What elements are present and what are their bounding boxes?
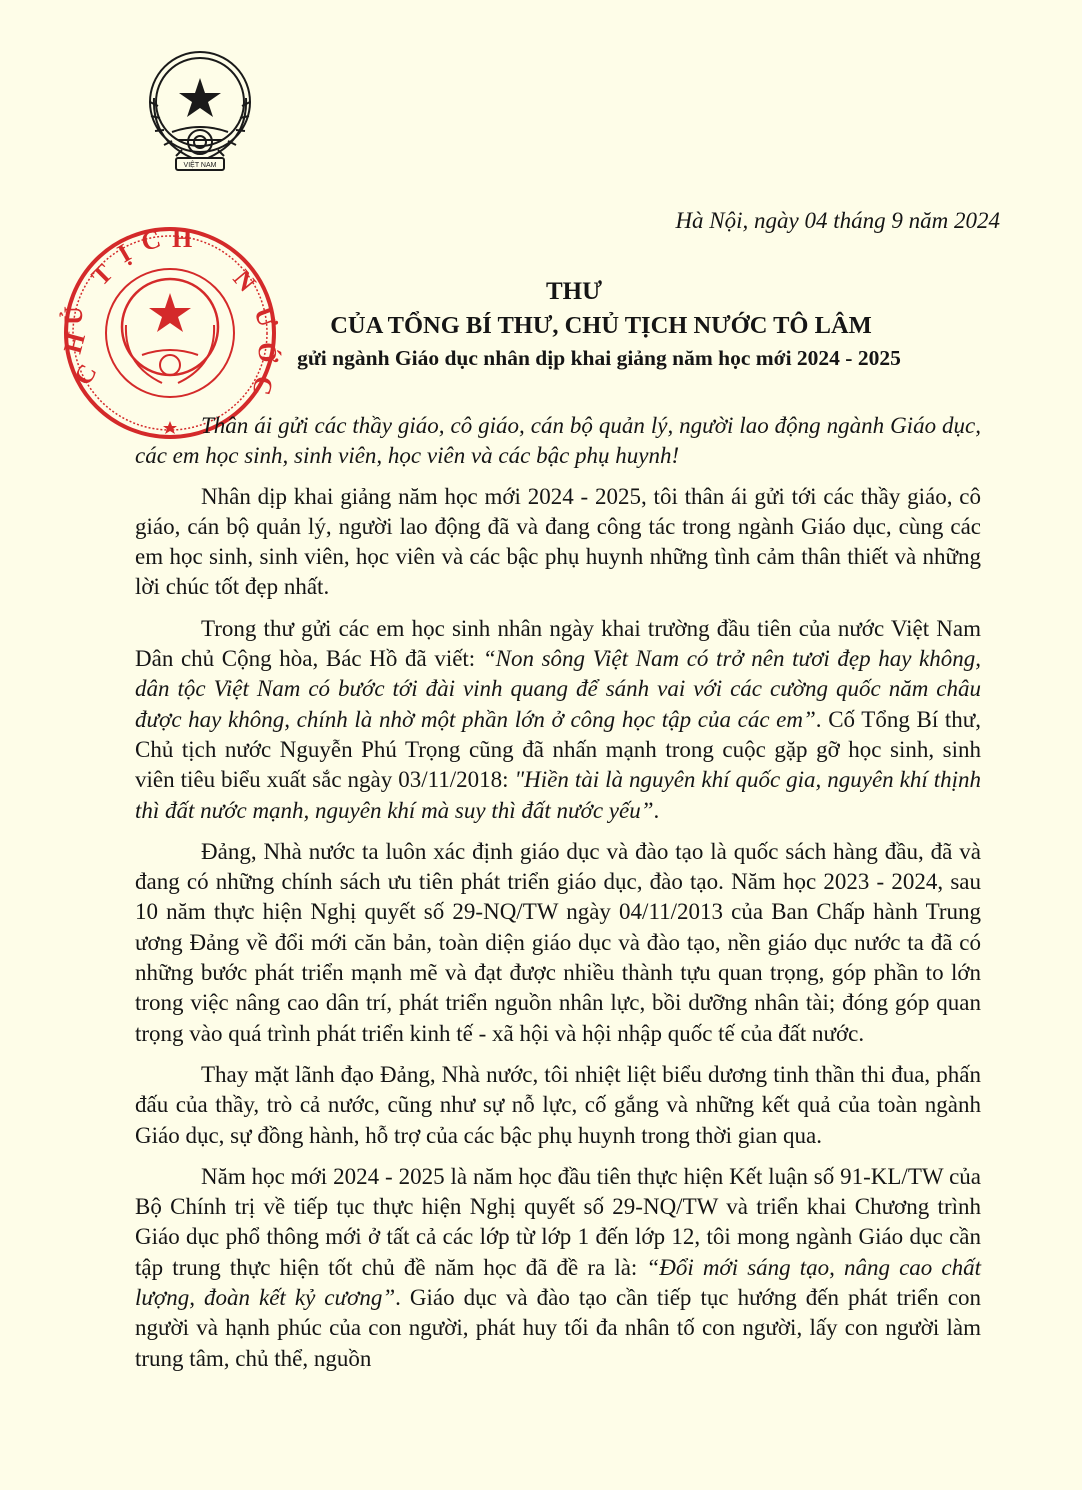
ho-chi-minh-quote: “Non sông Việt Nam có trở nên tươi đẹp hay không, dân tộc Việt Nam có bước tới đài vinh quang để sánh vai với các cường quốc năm châu được hay không, chính là nhờ một phần lớn ở công học tập của các em” [135,646,982,732]
paragraph-5-text-a: Năm học mới 2024 - 2025 là năm học đầu tiên thực hiện Kết luận số 91-KL/TW của Bộ Chính trị về tiếp tục thực hiện Nghị quyết số 29-NQ/TW và triển khai Chương trình Giáo dục phổ thông mới ở tất cả các lớp từ lớp 1 đến lớp 12, tôi mong ngành Giáo dục cần tập trung thực hiện tốt chủ đề năm học đã đề ra là: [135,1163,981,1280]
paragraph-2-text-a: Trong thư gửi các em học sinh nhân ngày khai trường đầu tiên của nước Việt Nam Dân chủ Cộng hòa, Bác Hồ đã viết: [135,615,981,672]
svg-text:Ủ: Ủ [59,306,88,325]
paragraph-5-text-c: . Giáo dục và đào tạo cần tiếp tục hướng đến phát triển con người và hạnh phúc của con người, phát huy tối đa nhân tố con người, lấy con người làm trung tâm, chủ thể, nguồn [135,1285,981,1371]
svg-text:Ớ: Ớ [252,340,283,364]
svg-text:C: C [138,225,164,257]
paragraph-2-text-e: . [653,797,660,823]
svg-text:C: C [246,373,279,398]
svg-text:T: T [85,258,119,292]
paragraph-2-text-c: . Cố Tổng Bí thư, Chủ tịch nước Nguyễn Phú Trọng cũng đã nhấn mạnh trong cuộc gặp gỡ học sinh, sinh viên tiêu biểu xuất sắc ngày 03/11/2018: [135,706,981,793]
national-emblem [132,40,268,180]
title-line-3: gửi ngành Giáo dục nhân dịp khai giảng năm học mới 2024 - 2025 [297,346,901,370]
dateline: Hà Nội, ngày 04 tháng 9 năm 2024 [675,208,1000,233]
svg-text:H: H [57,329,92,357]
paragraph-2 [135,614,981,826]
national-emblem-icon [132,40,268,180]
greeting: Thân ái gửi các thầy giáo, cô giáo, cán bộ quản lý, người lao động ngành Giáo dục, các em học sinh, sinh viên, học viên và các bậc phụ huynh! [135,413,981,469]
letter-body [135,411,981,1385]
emblem-banner-text: VIỆT NAM [183,162,217,169]
letter-title [0,278,1082,371]
paragraph-5 [135,1162,981,1374]
nguyen-phu-trong-quote: "Hiền tài là nguyên khí quốc gia, nguyên khí thịnh thì đất nước mạnh, nguyên khí mà suy thì đất nước yếu” [135,767,981,823]
title-line-2: CỦA TỔNG BÍ THƯ, CHỦ TỊCH NƯỚC TÔ LÂM [330,312,872,339]
title-line-1: THƯ [545,278,603,305]
svg-text:N: N [227,264,262,298]
svg-text:Ị: Ị [112,238,136,269]
svg-text:Ư: Ư [248,303,283,333]
svg-text:C: C [68,359,103,390]
paragraph-4: Thay mặt lãnh đạo Đảng, Nhà nước, tôi nhiệt liệt biểu dương tinh thần thi đua, phấn đấu của thầy, trò cả nước, cũng như sự nỗ lực, cố gắng và những kết quả của toàn ngành Giáo dục, sự đồng hành, hỗ trợ của các bậc phụ huynh trong thời gian qua. [135,1061,981,1148]
school-year-theme-quote: “Đổi mới sáng tạo, nâng cao chất lượng, đoàn kết kỷ cương” [135,1254,981,1311]
paragraph-1: Nhân dịp khai giảng năm học mới 2024 - 2025, tôi thân ái gửi tới các thầy giáo, cô giáo, cán bộ quản lý, người lao động đã và đang công tác trong ngành Giáo dục, cùng các em học sinh, sinh viên, học viên và các bậc phụ huynh những tình cảm thân thiết và những lời chúc tốt đẹp nhất. [135,483,981,600]
paragraph-3: Đảng, Nhà nước ta luôn xác định giáo dục và đào tạo là quốc sách hàng đầu, đã và đang có những chính sách ưu tiên phát triển giáo dục, đào tạo. Năm học 2023 - 2024, sau 10 năm thực hiện Nghị quyết số 29-NQ/TW ngày 04/11/2013 của Ban Chấp hành Trung ương Đảng về đổi mới căn bản, toàn diện giáo dục và đào tạo, nền giáo dục nước ta đã có những bước phát triển mạnh mẽ và đạt được nhiều thành tựu quan trọng, góp phần to lớn trong việc nâng cao dân trí, phát triển nguồn nhân lực, bồi dưỡng nhân tài; đóng góp quan trọng vào quá trình phát triển kinh tế - xã hội và hội nhập quốc tế của đất nước. [135,838,981,1046]
svg-text:H: H [172,225,193,253]
